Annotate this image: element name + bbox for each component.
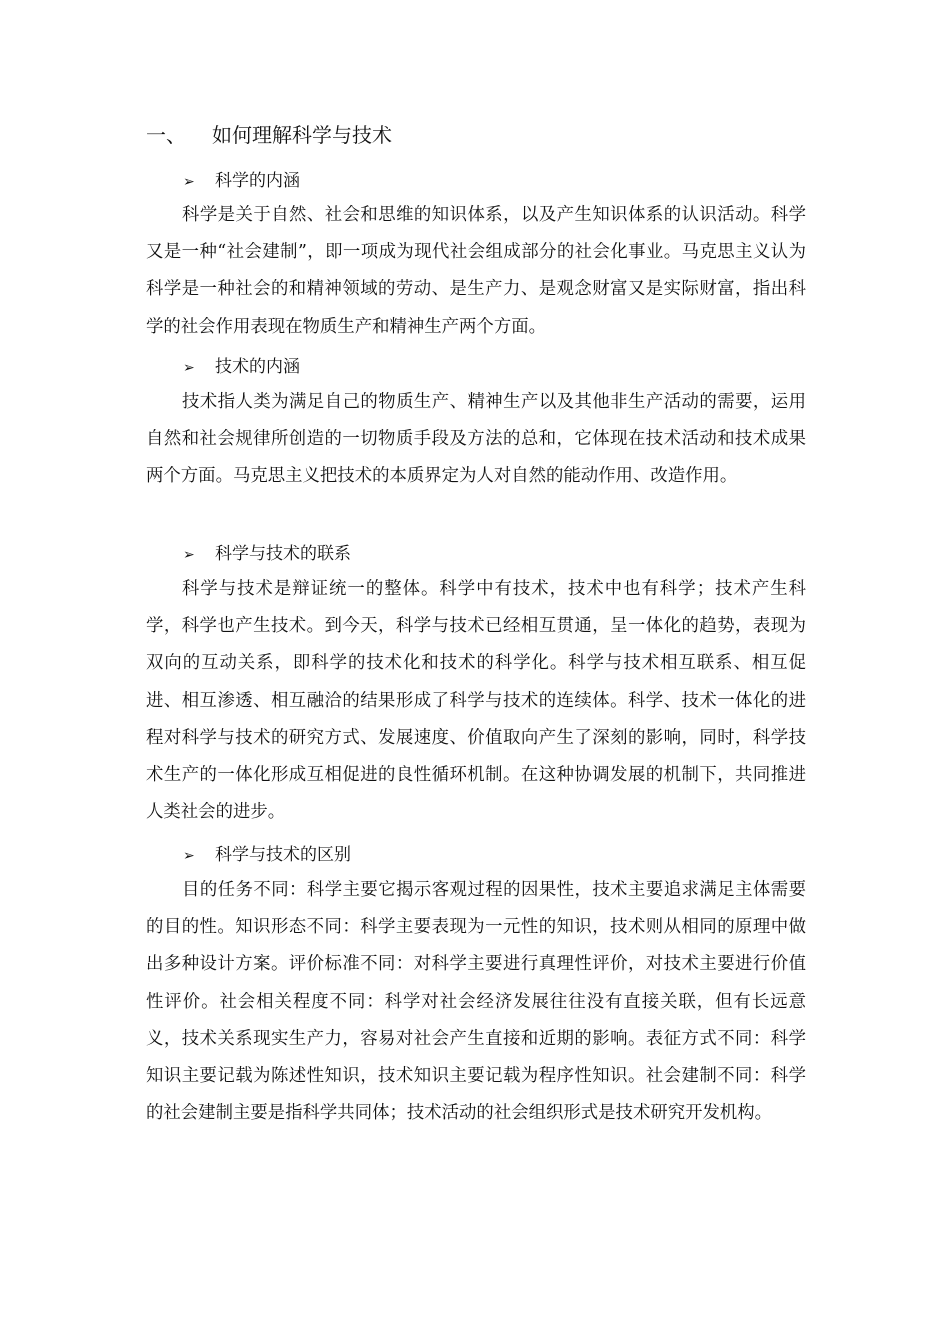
paragraph-science: 科学是关于自然、社会和思维的知识体系，以及产生知识体系的认识活动。科学又是一种“社会建制”，即一项成为现代社会组成部分的社会化事业。马克思主义认为科学是一种社会的和精神领域的劳动、是生产力、是观念财富又是实际财富，指出科学的社会作用表现在物质生产和精神生产两个方面。 <box>146 205 806 337</box>
bullet-arrow-icon: ➢ <box>183 547 195 563</box>
subsection-heading-technology <box>183 352 300 383</box>
bullet-arrow-icon: ➢ <box>183 360 195 376</box>
subsection-heading-science <box>183 166 300 197</box>
paragraph-relation: 科学与技术是辩证统一的整体。科学中有技术，技术中也有科学；技术产生科学，科学也产生技术。到今天，科学与技术已经相互贯通，呈一体化的趋势，表现为双向的互动关系，即科学的技术化和技术的科学化。科学与技术相互联系、相互促进、相互渗透、相互融洽的结果形成了科学与技术的连续体。科学、技术一体化的进程对科学与技术的研究方式、发展速度、价值取向产生了深刻的影响，同时，科学技术生产的一体化形成互相促进的良性循环机制。在这种协调发展的机制下，共同推进人类社会的进步。 <box>146 579 806 823</box>
subsection-heading-difference <box>183 840 351 871</box>
subsection-title: 科学与技术的区别 <box>215 845 351 865</box>
bullet-arrow-icon: ➢ <box>183 848 195 864</box>
bullet-arrow-icon: ➢ <box>183 174 195 190</box>
subsection-title: 科学与技术的联系 <box>215 544 351 564</box>
paragraph-technology: 技术指人类为满足自己的物质生产、精神生产以及其他非生产活动的需要，运用自然和社会规律所创造的一切物质手段及方法的总和，它体现在技术活动和技术成果两个方面。马克思主义把技术的本质界定为人对自然的能动作用、改造作用。 <box>146 392 806 487</box>
paragraph-difference: 目的任务不同：科学主要它揭示客观过程的因果性，技术主要追求满足主体需要的目的性。知识形态不同：科学主要表现为一元性的知识，技术则从相同的原理中做出多种设计方案。评价标准不同：对科学主要进行真理性评价，对技术主要进行价值性评价。社会相关程度不同：科学对社会经济发展往往没有直接关联，但有长远意义，技术关系现实生产力，容易对社会产生直接和近期的影响。表征方式不同：科学知识主要记载为陈述性知识，技术知识主要记载为程序性知识。社会建制不同：科学的社会建制主要是指科学共同体；技术活动的社会组织形式是技术研究开发机构。 <box>146 880 806 1124</box>
subsection-title: 科学的内涵 <box>215 171 300 191</box>
section-number: 一、 <box>146 123 186 147</box>
subsection-title: 技术的内涵 <box>215 357 300 377</box>
section-title: 如何理解科学与技术 <box>212 123 392 147</box>
section-heading <box>146 118 392 152</box>
subsection-heading-relation <box>183 539 351 570</box>
